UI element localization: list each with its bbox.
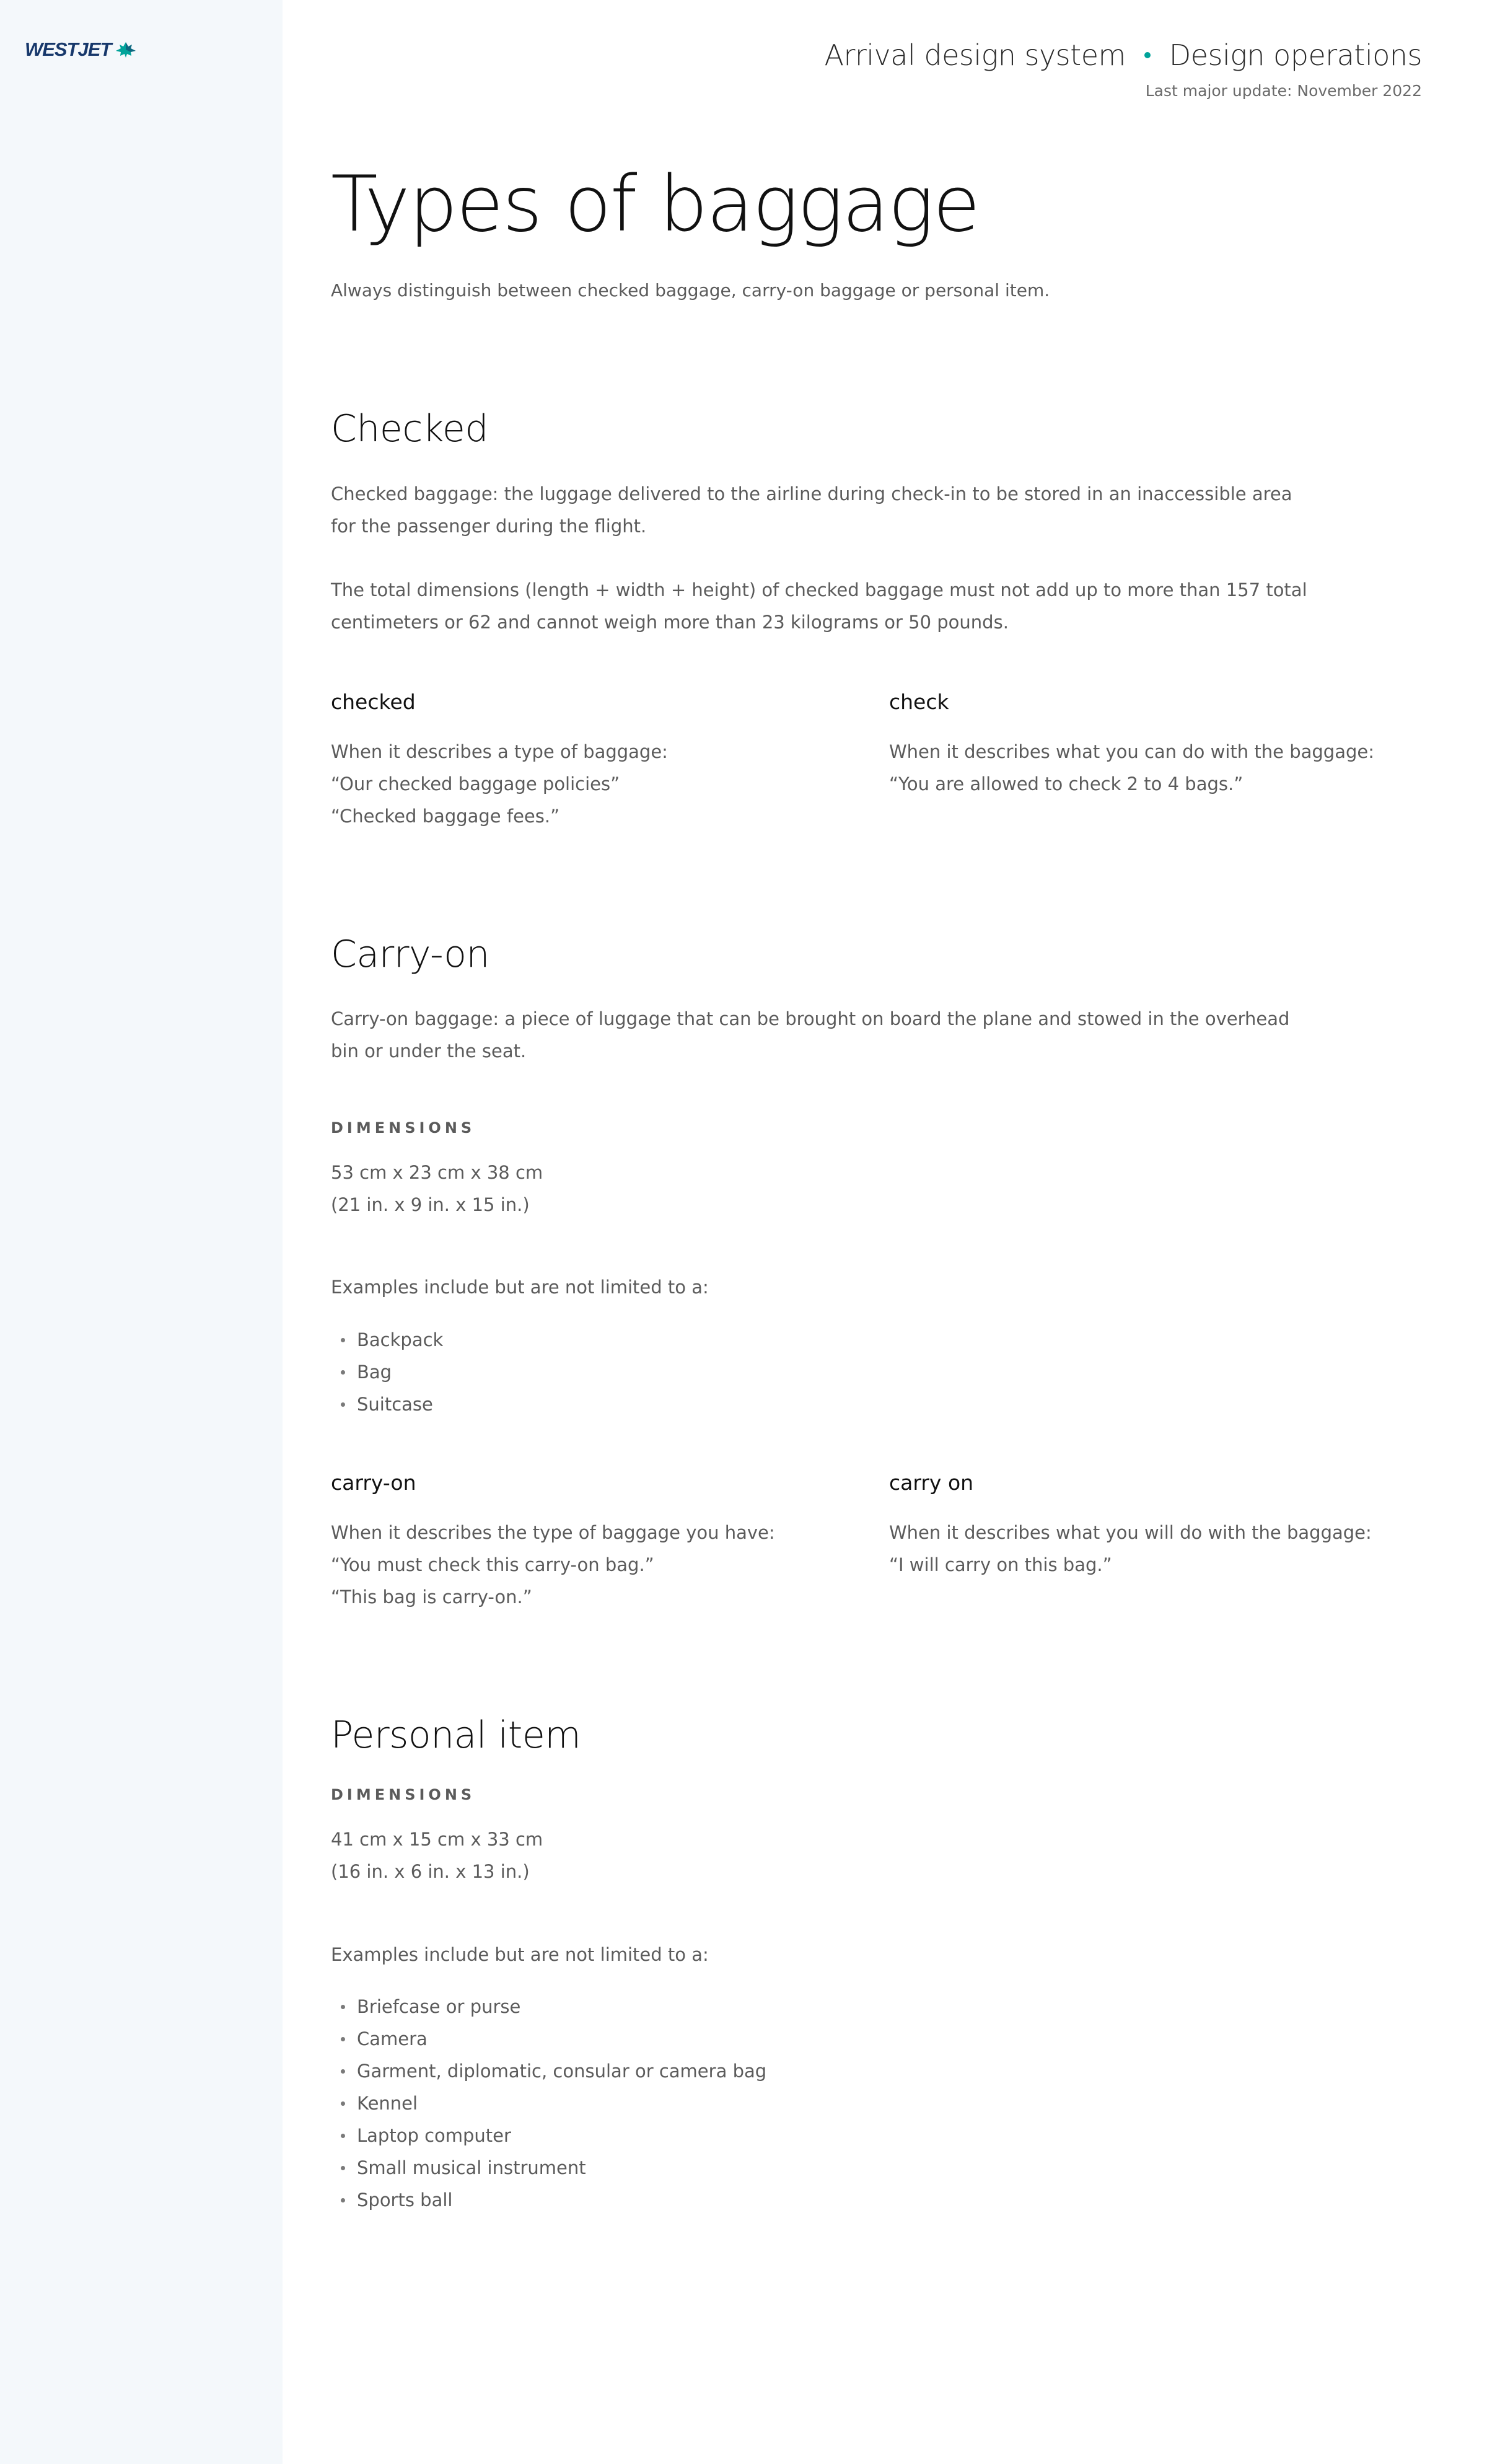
carry-on-examples-intro: Examples include but are not limited to a: [331,1277,709,1298]
westjet-logo[interactable] [25,38,137,61]
usage-line: “I will carry on this bag.” [889,1554,1112,1575]
usage-line: “Checked baggage fees.” [331,806,560,827]
term-carry-on-verb-usage [889,1516,1372,1581]
list-item: Laptop computer [331,2119,766,2152]
term-checked: checked [331,690,416,714]
term-carry-on-usage [331,1516,775,1613]
list-item: Bag [331,1356,443,1388]
list-item: Suitcase [331,1388,443,1420]
list-item: Briefcase or purse [331,1991,766,2023]
dimension-metric: 41 cm x 15 cm x 33 cm [331,1829,543,1850]
term-check: check [889,690,949,714]
list-item: Sports ball [331,2184,766,2216]
page-title: Types of baggage [331,160,979,249]
term-checked-usage [331,736,668,832]
top-header [824,38,1422,100]
list-item: Camera [331,2023,766,2055]
nav-link-arrival-design-system[interactable]: Arrival design system [824,38,1126,72]
usage-line: When it describes what you can do with the baggage: [889,741,1374,762]
separator-dot-icon [1144,52,1151,58]
section-heading-personal-item: Personal item [331,1714,581,1757]
personal-item-examples-intro: Examples include but are not limited to a: [331,1944,709,1965]
term-carry-on: carry-on [331,1471,416,1495]
usage-line: “You are allowed to check 2 to 4 bags.” [889,773,1244,794]
checked-definition: Checked baggage: the luggage delivered to the airline during check-in to be stored in an inaccessible area for the passenger during the flight. [331,483,1292,537]
dimension-imperial: (21 in. x 9 in. x 15 in.) [331,1194,530,1215]
term-check-usage [889,736,1374,800]
last-update-text: Last major update: November 2022 [1145,82,1422,100]
list-item: Garment, diplomatic, consular or camera bag [331,2055,766,2087]
page-intro: Always distinguish between checked baggage, carry-on baggage or personal item. [331,280,1050,301]
personal-item-dimensions [331,1823,543,1888]
dimension-metric: 53 cm x 23 cm x 38 cm [331,1162,543,1183]
carry-on-dimensions [331,1156,543,1221]
usage-line: “You must check this carry-on bag.” [331,1554,654,1575]
term-carry-on-verb: carry on [889,1471,974,1495]
list-item: Kennel [331,2087,766,2119]
usage-line: “Our checked baggage policies” [331,773,620,794]
personal-item-dimensions-label: DIMENSIONS [331,1786,476,1803]
list-item: Small musical instrument [331,2152,766,2184]
dimension-imperial: (16 in. x 6 in. x 13 in.) [331,1861,530,1882]
carry-on-examples-list [331,1324,443,1420]
usage-line: When it describes a type of baggage: [331,741,668,762]
usage-line: When it describes the type of baggage you have: [331,1522,775,1543]
personal-item-examples-list [331,1991,766,2216]
checked-dimensions-text: The total dimensions (length + width + height) of checked baggage must not add up to more than 157 total centimeters or 62 and cannot weigh more than 23 kilograms or 50 pounds. [331,579,1307,633]
list-item: Backpack [331,1324,443,1356]
carry-on-definition: Carry-on baggage: a piece of luggage that can be brought on board the plane and stowed in the overhead bin or under the seat. [331,1008,1290,1062]
usage-line: When it describes what you will do with the baggage: [889,1522,1372,1543]
brand-name: WESTJET [25,38,112,60]
sidebar [0,0,283,2464]
nav-link-design-operations[interactable]: Design operations [1169,38,1422,72]
section-heading-checked: Checked [331,407,488,451]
usage-line: “This bag is carry-on.” [331,1586,532,1608]
carry-on-dimensions-label: DIMENSIONS [331,1119,476,1137]
section-heading-carry-on: Carry-on [331,933,489,976]
maple-leaf-icon [115,41,137,58]
